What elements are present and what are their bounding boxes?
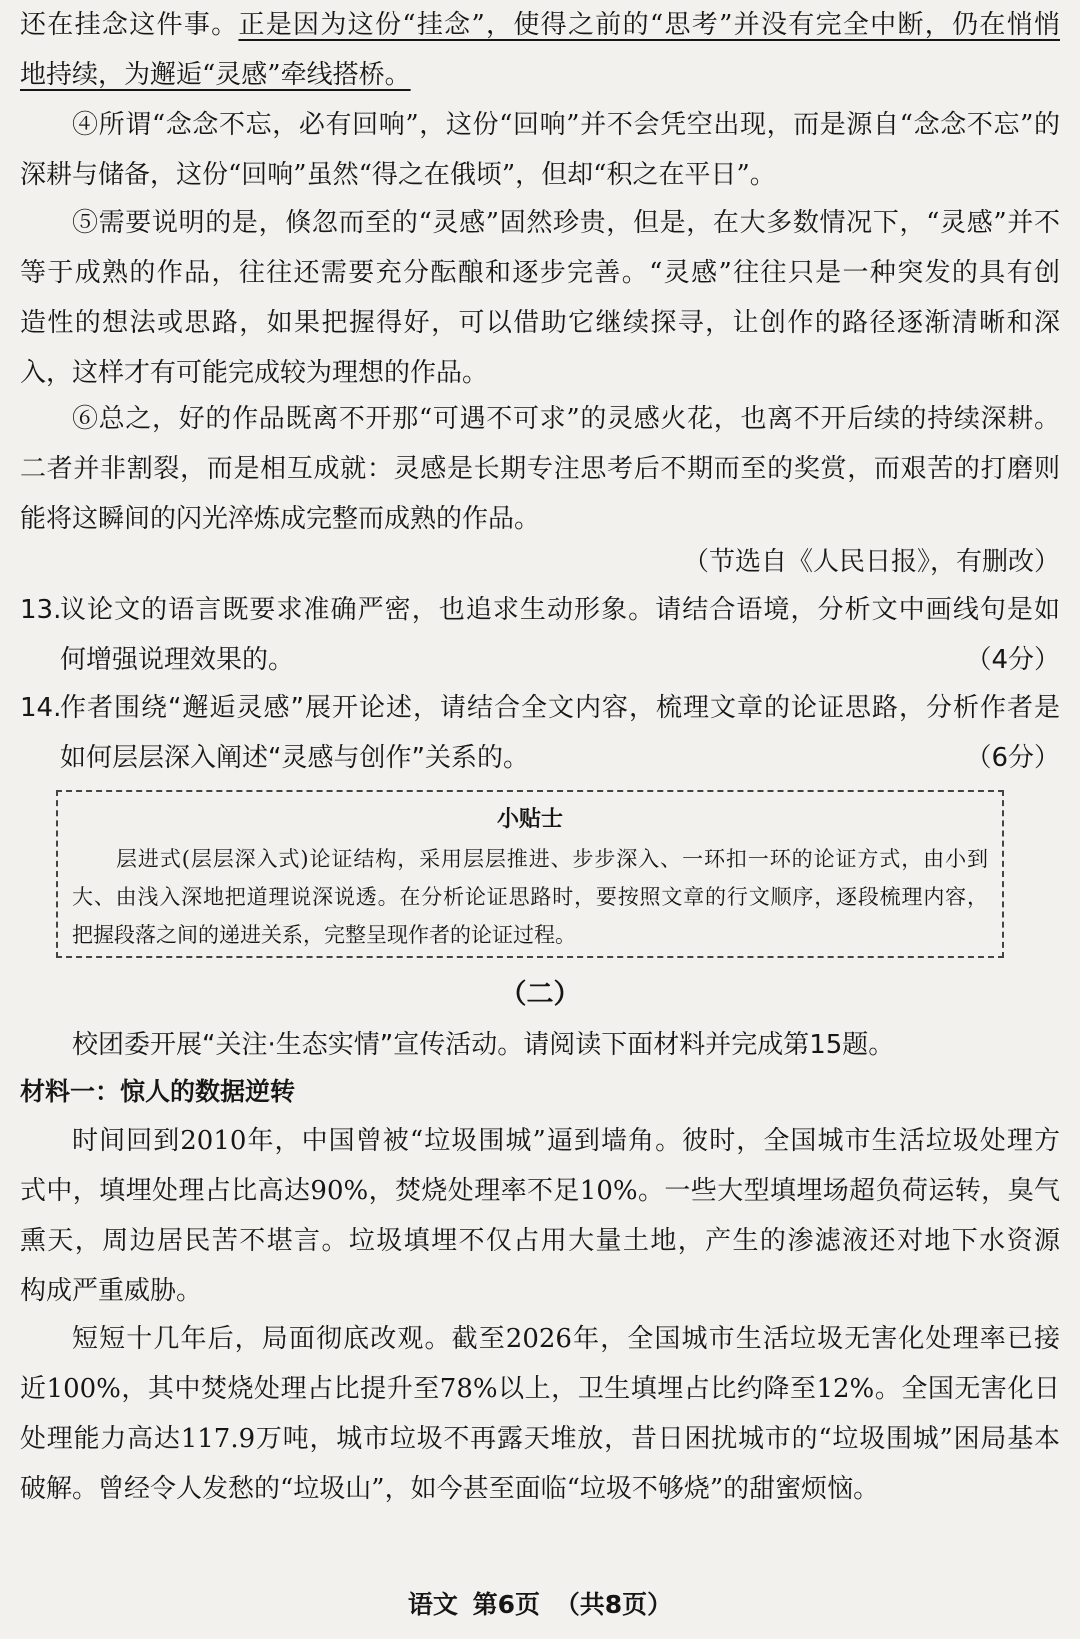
para5-line: ⑤需要说明的是，倏忽而至的“灵感”固然珍贵，但是，在大多数情况下，“灵感”并不 <box>72 208 1060 238</box>
para3-line-1 <box>20 0 1060 50</box>
para5-line: 入，这样才有可能完成较为理想的作品。 <box>20 358 489 388</box>
para4-line: ④所谓“念念不忘，必有回响”，这份“回响”并不会凭空出现，而是源自“念念不忘”的 <box>72 110 1060 140</box>
para3-plain-text: 还在挂念这件事。 <box>20 10 239 40</box>
underlined-sentence-part2: 地持续，为邂逅“灵感”牵线搭桥。 <box>20 60 411 90</box>
question-score: （4分） <box>965 645 1060 675</box>
question-text: 议论文的语言既要求准确严密，也追求生动形象。请结合语境，分析文中画线句是如 <box>60 595 1060 625</box>
footer-total-pages: （共8页） <box>554 1590 673 1619</box>
material-line: 式中，填埋处理占比高达90%，焚烧处理率不足10%。一些大型填埋场超负荷运转，臭气 <box>20 1176 1060 1206</box>
material1-paragraph-2 <box>20 1314 1060 1514</box>
section-heading: （二） <box>499 979 581 1010</box>
material-line: 短短十几年后，局面彻底改观。截至2026年，全国城市生活垃圾无害化处理率已接 <box>72 1324 1060 1354</box>
material-line: 近100%，其中焚烧处理占比提升至78%以上，卫生填埋占比约降至12%。全国无害化日 <box>20 1374 1060 1404</box>
passage-source <box>20 537 1060 587</box>
para5-line: 造性的想法或思路，如果把握得好，可以借助它继续探寻，让创作的路径逐渐清晰和深 <box>20 308 1060 338</box>
para6-line: ⑥总之，好的作品既离不开那“可遇不可求”的灵感火花，也离不开后续的持续深耕。 <box>72 404 1060 434</box>
question-text: 作者围绕“邂逅灵感”展开论述，请结合全文内容，梳理文章的论证思路，分析作者是 <box>60 693 1060 723</box>
material-line: 破解。曾经令人发愁的“垃圾山”，如今甚至面临“垃圾不够烧”的甜蜜烦恼。 <box>20 1474 880 1504</box>
material-line: 构成严重威胁。 <box>20 1276 203 1306</box>
paragraph-5 <box>20 198 1060 398</box>
material1-paragraph-1 <box>20 1116 1060 1316</box>
question-13 <box>20 585 1060 685</box>
tip-title: 小贴士 <box>496 807 563 832</box>
question-number: 13. <box>20 595 62 625</box>
material-line: 熏天，周边居民苦不堪言。垃圾填埋不仅占用大量土地，产生的渗滤液还对地下水资源 <box>20 1226 1060 1256</box>
question-score: （6分） <box>965 743 1060 773</box>
para4-line: 深耕与储备，这份“回响”虽然“得之在俄顷”，但却“积之在平日”。 <box>20 160 776 190</box>
material-line: 处理能力高达117.9万吨，城市垃圾不再露天堆放，昔日困扰城市的“垃圾围城”困局基本 <box>20 1424 1060 1454</box>
underlined-sentence-part1: 正是因为这份“挂念”，使得之前的“思考”并没有完全中断，仍在悄悄 <box>238 10 1060 40</box>
para3-line-2 <box>20 50 1060 100</box>
tip-box <box>56 790 1004 958</box>
para6-line: 二者并非割裂，而是相互成就：灵感是长期专注思考后不期而至的奖赏，而艰苦的打磨则 <box>20 454 1060 484</box>
material-title: 材料一：惊人的数据逆转 <box>20 1077 296 1106</box>
paragraph-6 <box>20 394 1060 544</box>
question-number: 14. <box>20 693 62 723</box>
source-citation: （节选自《人民日报》，有删改） <box>682 547 1060 577</box>
section2-intro <box>20 1020 1060 1070</box>
para5-line: 等于成熟的作品，往往还需要充分酝酿和逐步完善。“灵感”往往只是一种突发的具有创 <box>20 258 1060 288</box>
para6-line: 能将这瞬间的闪光淬炼成完整而成熟的作品。 <box>20 504 541 534</box>
footer-page-number: 第6页 <box>472 1590 540 1619</box>
tip-line: 把握段落之间的递进关系，完整呈现作者的论证过程。 <box>72 923 576 947</box>
tip-line: 大、由浅入深地把道理说深说透。在分析论证思路时，要按照文章的行文顺序，逐段梳理内容， <box>72 885 988 909</box>
intro-text: 校团委开展“关注·生态实情”宣传活动。请阅读下面材料并完成第15题。 <box>72 1030 895 1060</box>
material-line: 时间回到2010年，中国曾被“垃圾围城”逼到墙角。彼时，全国城市生活垃圾处理方 <box>72 1126 1060 1156</box>
question-14 <box>20 683 1060 783</box>
material1-heading <box>20 1068 1060 1116</box>
page-footer <box>0 1585 1080 1625</box>
paragraph-3-continuation <box>20 0 1060 100</box>
footer-subject: 语文 <box>407 1590 458 1619</box>
paragraph-4 <box>20 100 1060 200</box>
question-text: 何增强说理效果的。 <box>60 645 295 675</box>
tip-line: 层进式(层层深入式)论证结构，采用层层推进、步步深入、一环扣一环的论证方式，由小到 <box>116 847 988 871</box>
question-text: 如何层层深入阐述“灵感与创作”关系的。 <box>60 743 529 773</box>
